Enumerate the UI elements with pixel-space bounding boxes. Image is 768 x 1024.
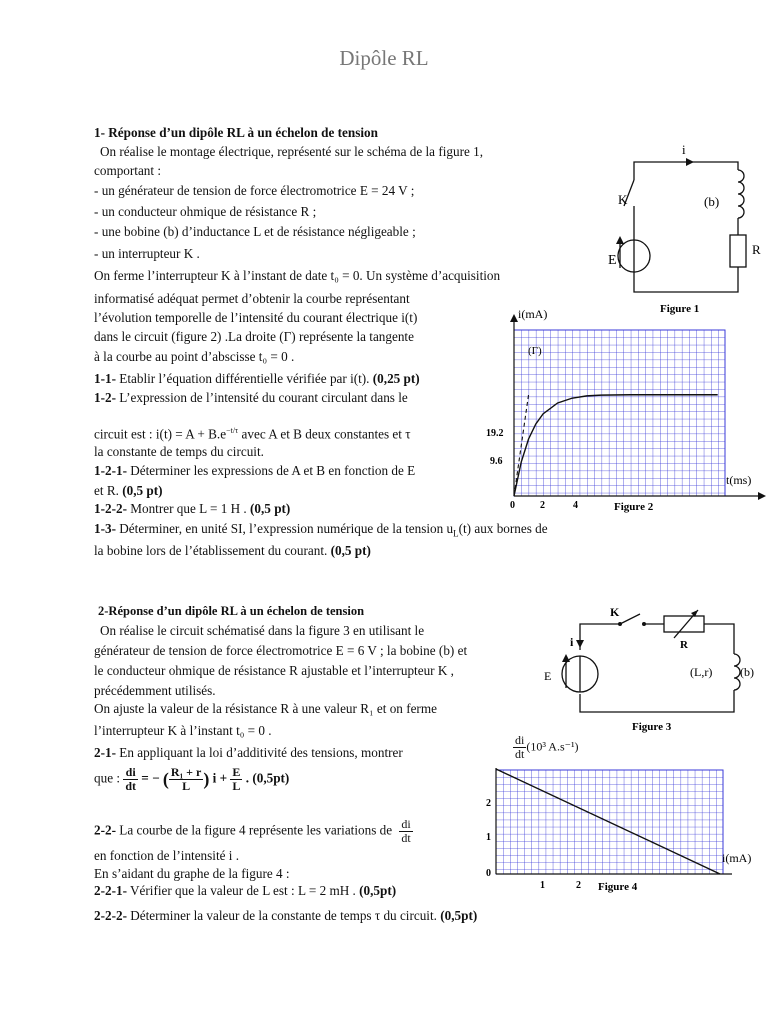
fig2-ylabel: i(mA)	[518, 307, 548, 321]
fig3-label-E: E	[544, 669, 552, 683]
q-points: (0,5 pt)	[118, 483, 163, 498]
q-number: 1-3-	[94, 521, 116, 536]
q-text-end: (t) aux bornes de	[458, 521, 548, 536]
p2-equation: que : $\frac{di}{dt}$ = − ( $\frac{\text{R₁ + r}}{L}$ ) i + $\frac{E}{L}$ . (0,5pt)	[94, 765, 290, 793]
q-number: 2-2-1-	[94, 883, 127, 898]
q-number: 2-1-	[94, 745, 116, 760]
q-text: la bobine lors de l’établissement du courant.	[94, 543, 328, 558]
fig2-caption: Figure 2	[614, 501, 654, 513]
q-text: Déterminer la valeur de la constante de temps τ du circuit.	[126, 908, 437, 923]
p2-line-1: On réalise le circuit schématisé dans la figure 3 en utilisant le	[100, 623, 425, 638]
eq-fraction-e: $\frac{E}{L}$	[232, 765, 241, 793]
arrow-icon	[576, 640, 584, 648]
p2-line-7: en fonction de l’intensité i .	[94, 848, 240, 863]
p1-line-11: à la courbe au point d’abscisse t₀ = 0 .	[94, 349, 295, 364]
q-number: 1-2-	[94, 390, 116, 405]
fig2-xtick-4: 4	[573, 500, 578, 511]
fig4-ytick-1: 1	[486, 832, 491, 843]
fig2-ytick-19-2: 19.2	[486, 428, 504, 439]
fig1-label-i: i	[682, 142, 686, 157]
fig2-tangent-label: (Γ)	[528, 345, 542, 357]
q-points: (0,5 pt)	[246, 501, 291, 516]
question-1-2	[94, 389, 408, 406]
fig3-label-i: i	[570, 635, 574, 649]
fig4-ytick-0: 0	[486, 868, 491, 879]
question-2-2-2	[94, 907, 477, 924]
q-points: . (0,5pt)	[242, 770, 290, 786]
q-text: Vérifier que la valeur de L est : L = 2 mH .	[126, 883, 356, 898]
fig2-xtick-2: 2	[540, 500, 545, 511]
arrow-icon	[686, 158, 694, 166]
q-number: 1-2-2-	[94, 501, 127, 516]
page-title: Dipôle RL	[339, 46, 429, 70]
q-points: (0,5 pt)	[327, 543, 371, 558]
question-2-2	[94, 818, 413, 845]
fig2-xtick-0: 0	[510, 500, 515, 511]
p1-line-9: l’évolution temporelle de l’intensité du courant électrique i(t)	[94, 310, 418, 325]
question-1-3	[94, 520, 548, 543]
p1-line-4: - un conducteur ohmique de résistance R ;	[94, 204, 317, 219]
formula-exponent: −t/τ	[226, 426, 239, 435]
fig4-ytick-2: 2	[486, 798, 491, 809]
fig4-caption: Figure 4	[598, 881, 638, 893]
p2-line-2: générateur de tension de force électromotrice E = 6 V ; la bobine (b) et	[94, 643, 468, 658]
p1-line-3: - un générateur de tension de force électromotrice E = 24 V ;	[94, 183, 415, 198]
eq-fraction-r: $\frac{\text{R₁ + r}}{L}$	[170, 765, 202, 793]
fig1-label-E: E	[608, 253, 617, 268]
fig1-label-K: K	[618, 192, 628, 207]
p2-line-4: précédemment utilisés.	[94, 683, 216, 698]
q-points: (0,5pt)	[355, 883, 397, 898]
q-number: 2-2-2-	[94, 908, 127, 923]
question-1-2-1	[94, 462, 415, 479]
p2-line-6: l’interrupteur K à l’instant t₀ = 0 .	[94, 723, 272, 738]
q-points: (0,25 pt)	[369, 371, 420, 386]
q-subscript: L	[453, 528, 459, 539]
q-text: En appliquant la loi d’additivité des tensions, montrer	[115, 745, 403, 760]
p1-formula-line	[94, 422, 411, 442]
p1-line-13: la constante de temps du circuit.	[94, 444, 264, 459]
fig1-caption: Figure 1	[660, 303, 700, 315]
fig1-label-b: (b)	[704, 194, 720, 209]
fig4-xtick-2: 2	[576, 880, 581, 891]
p2-line-5: On ajuste la valeur de la résistance R à une valeur R₁ et on ferme	[94, 701, 437, 716]
question-2-1	[94, 744, 403, 761]
fig3-label-K: K	[610, 605, 620, 619]
q-text: et R.	[94, 483, 119, 498]
q-text: Déterminer les expressions de A et B en fonction de E	[126, 463, 416, 478]
p1-line-2: comportant :	[94, 163, 162, 178]
q-number: 2-2-	[94, 822, 116, 838]
eq-fraction-didt: $\frac{di}{dt}$	[125, 765, 136, 793]
part2-heading: 2-Réponse d’un dipôle RL à un échelon de tension	[98, 604, 365, 618]
fig4-xtick-1: 1	[540, 880, 545, 891]
fig4-xlabel: i(mA)	[722, 851, 752, 865]
figure-4-chart	[470, 766, 768, 896]
q-text: Montrer que L = 1 H .	[126, 501, 247, 516]
fig3-label-Lr: (L,r)	[690, 665, 713, 679]
p2-line-3: le conducteur ohmique de résistance R ajustable et l’interrupteur K ,	[94, 663, 454, 678]
arrow-icon	[562, 654, 570, 662]
p1-line-8: informatisé adéquat permet d’obtenir la courbe représentant	[94, 291, 410, 306]
q22-fraction-didt: $\frac{di}{dt}$	[401, 817, 411, 845]
fig4-ylabel-fraction: $\frac{di}{dt}$	[515, 733, 525, 761]
q-points: (0,5pt)	[436, 908, 478, 923]
q-number: 1-1-	[94, 371, 116, 386]
p1-line-6: - un interrupteur K .	[94, 246, 200, 261]
fig3-label-b: (b)	[740, 665, 754, 679]
q-text: L’expression de l’intensité du courant circulant dans le	[115, 390, 408, 405]
question-1-2-2	[94, 500, 290, 517]
p2-line-8: En s’aidant du graphe de la figure 4 :	[94, 866, 290, 881]
eq-prefix: que :	[94, 770, 124, 786]
fig3-caption: Figure 3	[632, 721, 672, 733]
figure-1-circuit	[598, 140, 768, 320]
formula-tail: avec A et B deux constantes et τ	[238, 426, 411, 442]
fig3-label-R: R	[680, 639, 688, 651]
q-text: Déterminer, en unité SI, l’expression numérique de la tension u	[115, 521, 454, 536]
figure-2-chart	[470, 306, 768, 518]
figure-3-circuit	[540, 602, 768, 734]
formula-text: circuit est : i(t) = A + B.e	[94, 426, 227, 442]
p1-line-5: - une bobine (b) d’inductance L et de résistance négligeable ;	[94, 224, 416, 239]
q-text: La courbe de la figure 4 représente les variations de	[115, 822, 393, 838]
part1-heading: 1- Réponse d’un dipôle RL à un échelon de tension	[94, 125, 378, 140]
fig2-ytick-9-6: 9.6	[490, 456, 503, 467]
p1-line-7: On ferme l’interrupteur K à l’instant de date t₀ = 0. Un système d’acquisition	[94, 268, 501, 283]
p1-line-15	[94, 542, 371, 559]
fig4-ylabel: $\frac{di}{dt}$ (10³ A.s⁻¹)	[515, 733, 579, 761]
q-text: Etablir l’équation différentielle vérifiée par i(t).	[115, 371, 370, 386]
p1-line-10: dans le circuit (figure 2) .La droite (Γ) représente la tangente	[94, 329, 414, 344]
fig1-label-R: R	[752, 242, 761, 257]
question-2-2-1	[94, 882, 396, 899]
question-1-1	[94, 370, 420, 387]
fig2-xlabel: t(ms)	[726, 473, 752, 487]
p1-line-14	[94, 482, 163, 499]
arrow-icon	[616, 236, 624, 244]
p1-line-1: On réalise le montage électrique, représenté sur le schéma de la figure 1,	[100, 144, 483, 159]
q-number: 1-2-1-	[94, 463, 127, 478]
